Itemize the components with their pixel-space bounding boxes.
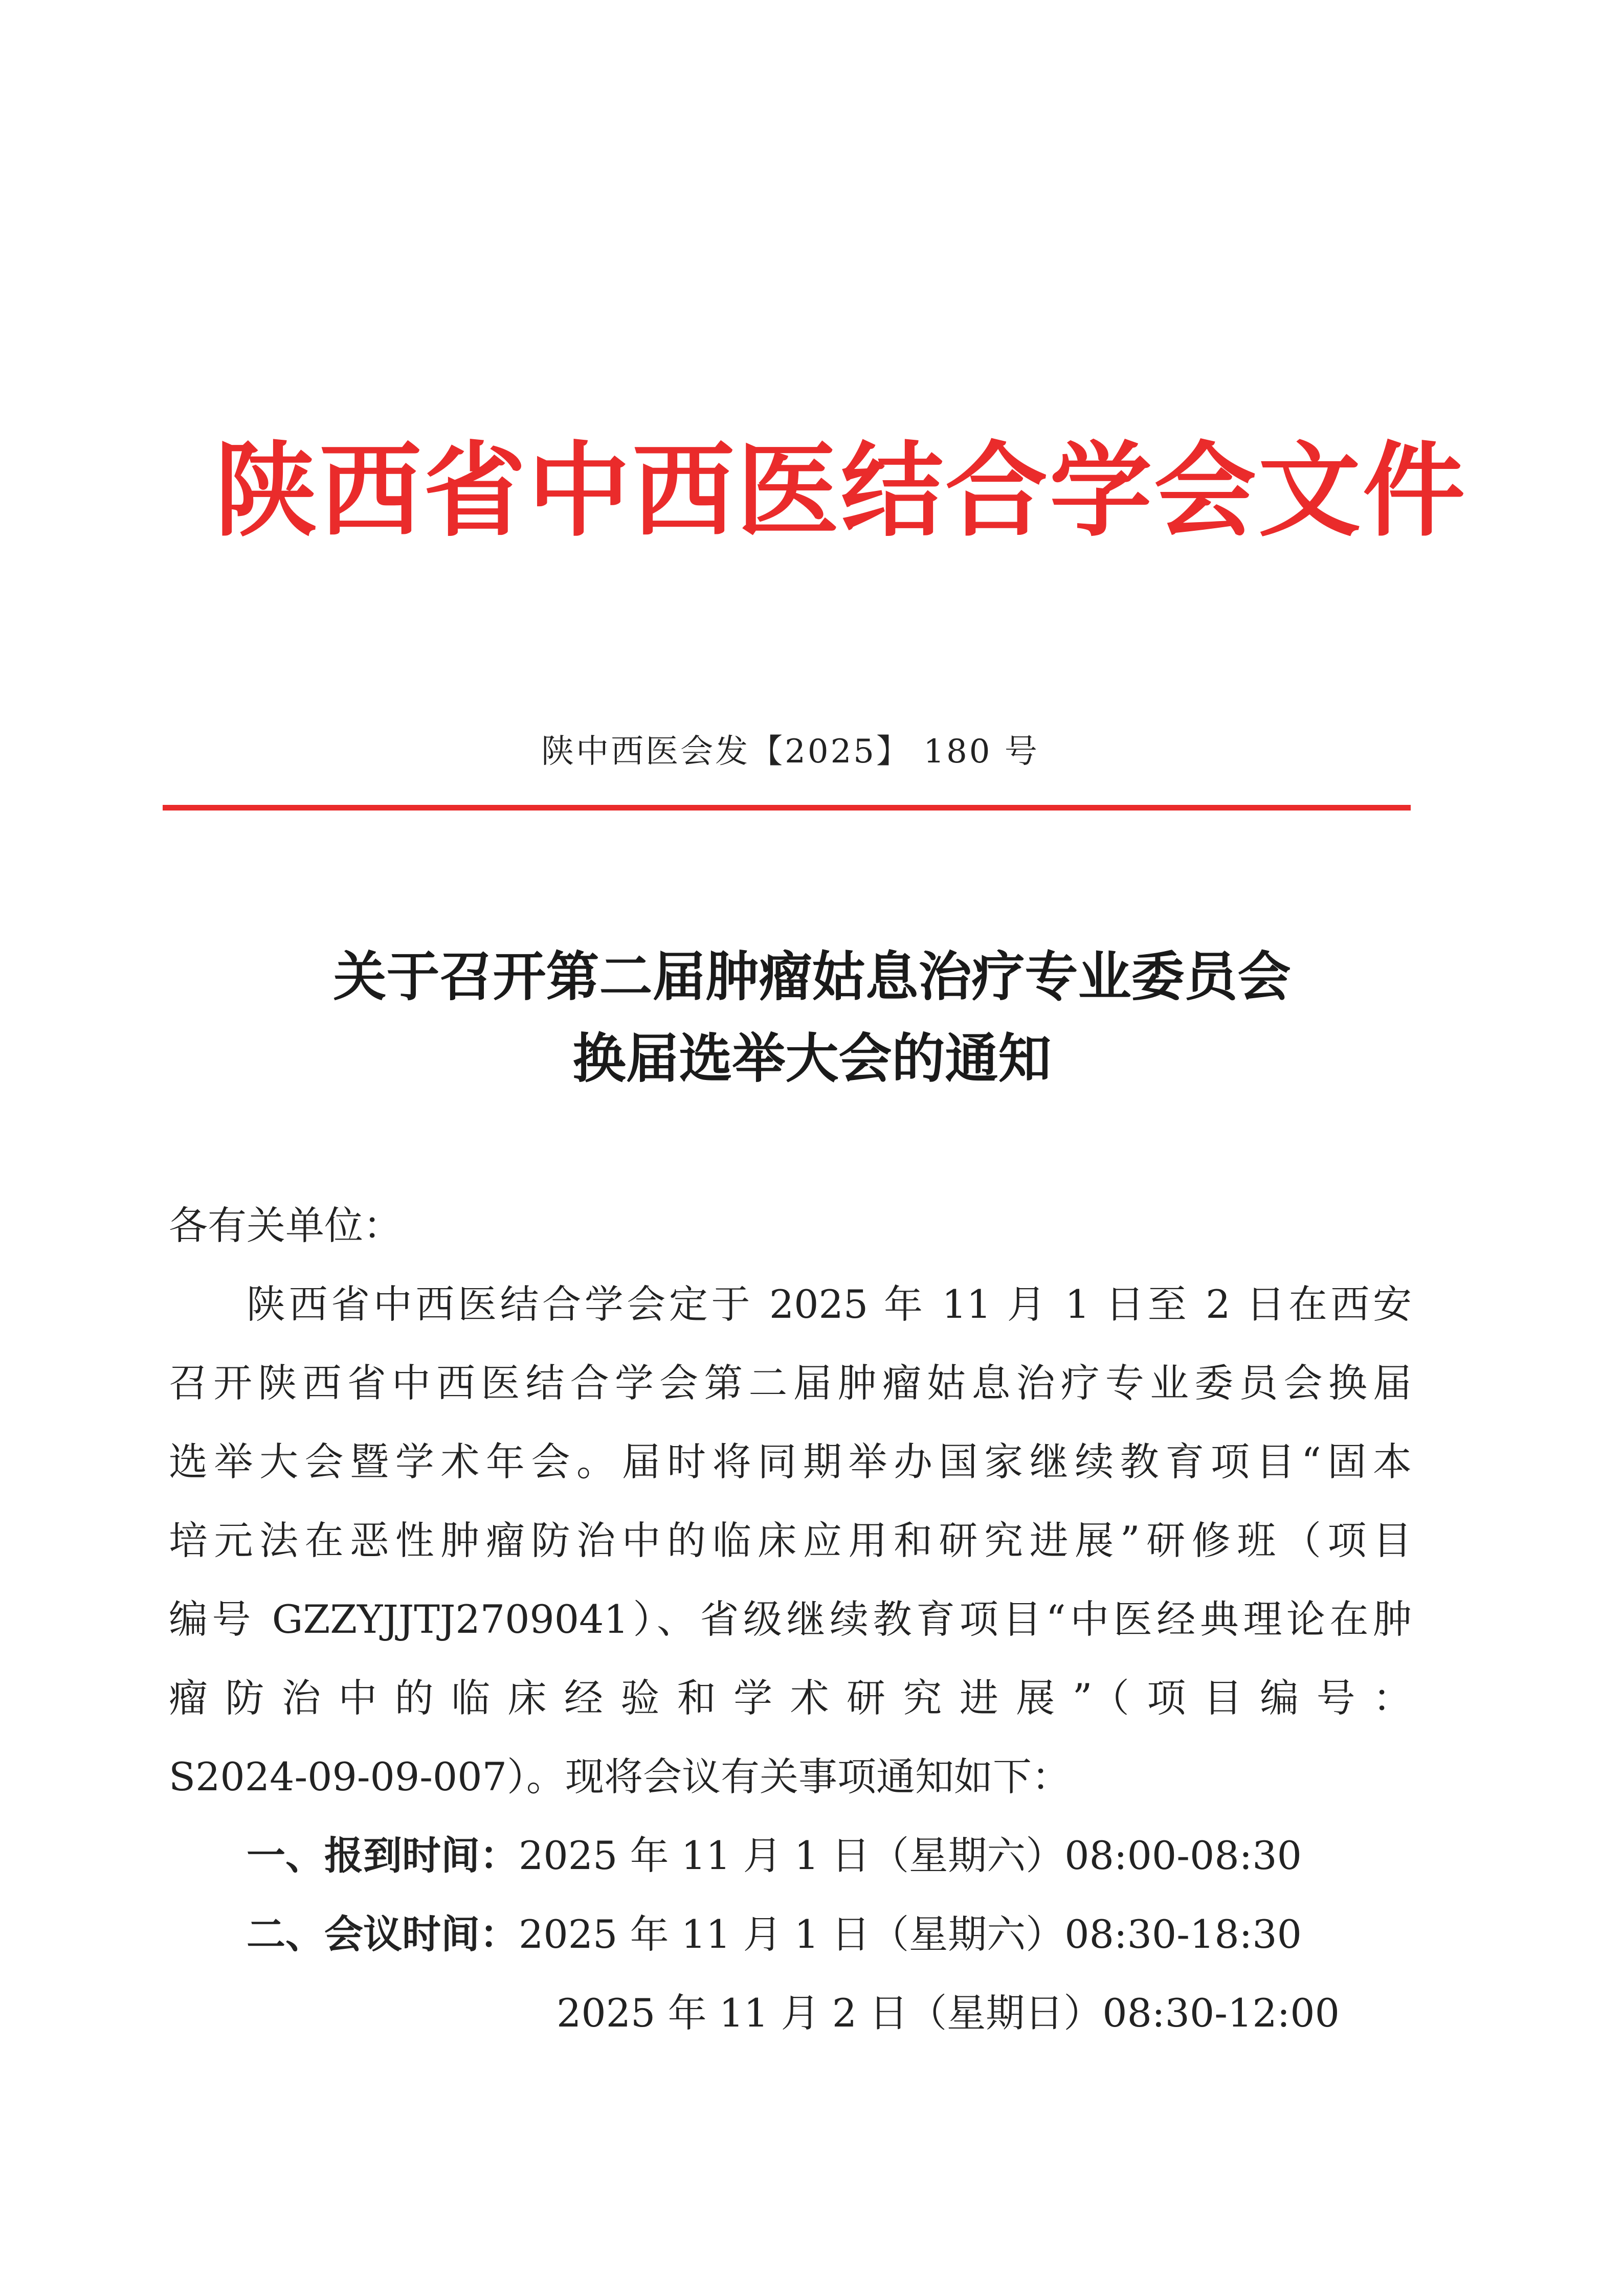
- notice-body: [169, 1186, 1412, 2053]
- paragraph-line: 选举大会暨学术年会。届时将同期举办国家继续教育项目“固本: [169, 1439, 1412, 1484]
- notice-title: [153, 936, 1471, 1099]
- notice-title-line-1: 关于召开第二届肿瘤姑息治疗专业委员会: [333, 945, 1291, 1008]
- red-divider-line: [163, 805, 1411, 811]
- paragraph-line: 培元法在恶性肿瘤防治中的临床应用和研究进展”研修班（项目: [169, 1518, 1412, 1563]
- registration-time-item: [169, 1816, 1412, 1895]
- salutation: 各有关单位：: [169, 1203, 402, 1248]
- registration-time-value: 2025 年 11 月 1 日（星期六）08:00-08:30: [519, 1833, 1302, 1878]
- paragraph-line: 陕西省中西医结合学会定于 2025 年 11 月 1 日至 2 日在西安: [247, 1281, 1412, 1327]
- document-masthead: 陕西省中西医结合学会文件: [215, 431, 1467, 551]
- meeting-time-label: 二、会议时间：: [247, 1911, 519, 1957]
- registration-time-label: 一、报到时间：: [247, 1833, 519, 1878]
- document-number: 陕中西医会发【2025】 180 号: [541, 733, 1039, 771]
- notice-title-line-2: 换届选举大会的通知: [572, 1027, 1052, 1090]
- meeting-time-value-2: 2025 年 11 月 2 日（星期日）08:30-12:00: [557, 1990, 1340, 2036]
- paragraph-line: S2024-09-09-007）。现将会议有关事项通知如下：: [169, 1754, 1071, 1799]
- meeting-time-item: [169, 1895, 1412, 1974]
- paragraph-line: 瘤防治中的临床经验和学术研究进展”（项目编号：: [169, 1675, 1412, 1721]
- meeting-time-value: 2025 年 11 月 1 日（星期六）08:30-18:30: [519, 1911, 1302, 1957]
- paragraph-line: 编号 GZZYJJTJ2709041）、省级继续教育项目“中医经典理论在肿: [169, 1596, 1412, 1642]
- paragraph-line: 召开陕西省中西医结合学会第二届肿瘤姑息治疗专业委员会换届: [169, 1360, 1412, 1406]
